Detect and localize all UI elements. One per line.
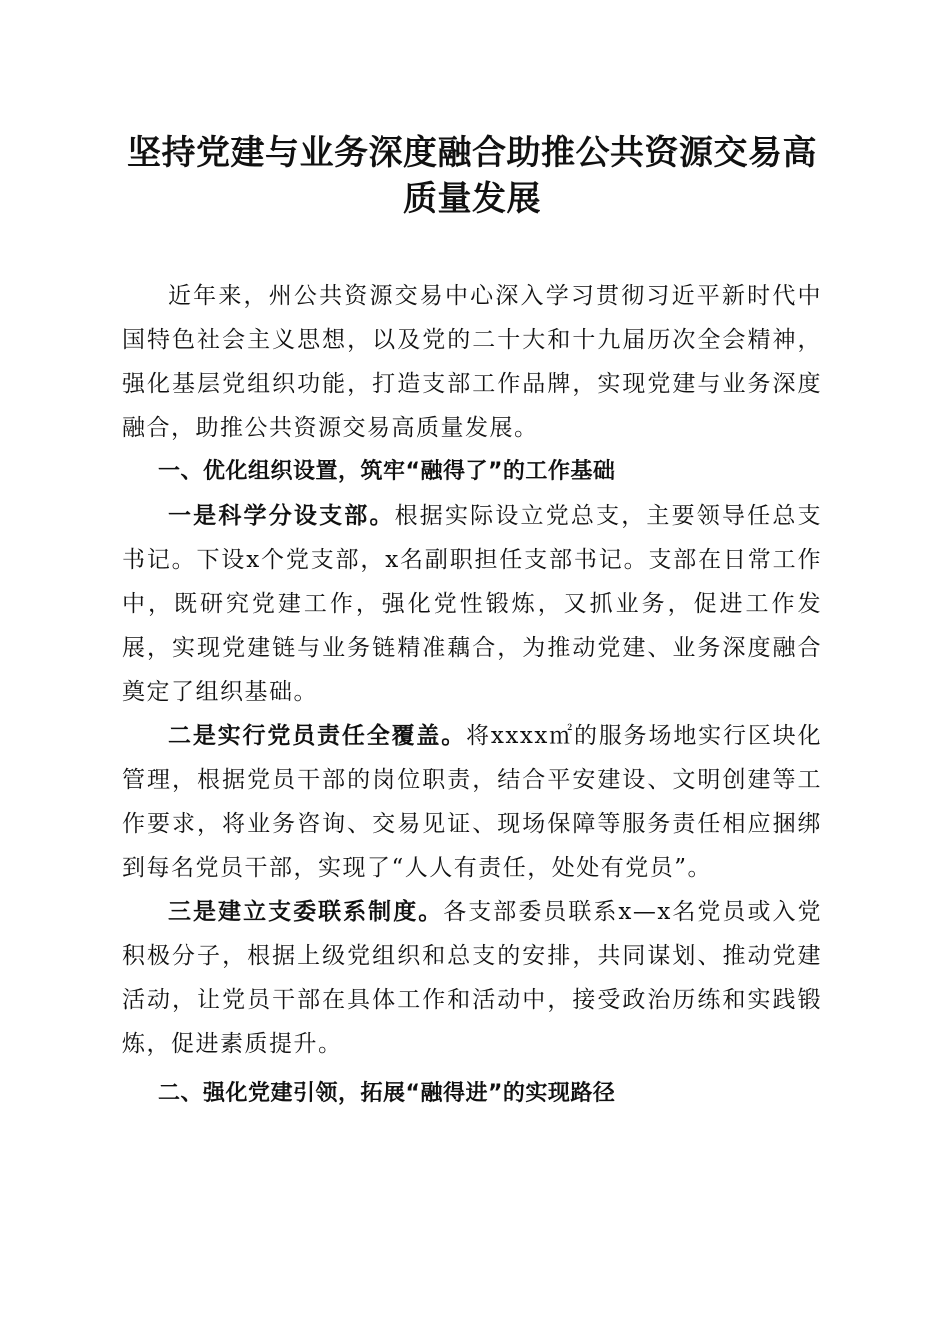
document-title — [122, 130, 822, 222]
section-1-item-2 — [122, 714, 822, 890]
item-3-text: 各支部委员联系x—x名党员或入党积极分子，根据上级党组织和总支的安排，共同谋划、推动党建活动，让党员干部在具体工作和活动中，接受政治历练和实践锻炼，促进素质提升。 — [122, 899, 823, 1057]
section-1-item-1 — [122, 494, 822, 714]
item-3-lead: 三是建立支委联系制度。 — [168, 898, 444, 925]
section-2-heading: 二、强化党建引领，拓展“融得进”的实现路径 — [158, 1081, 616, 1106]
item-1-lead: 一是科学分设支部。 — [168, 502, 395, 529]
title-line-2: 质量发展 — [403, 179, 541, 219]
title-line-1: 坚持党建与业务深度融合助推公共资源交易高 — [127, 133, 817, 173]
section-1-item-3 — [122, 890, 822, 1066]
section-1-heading: 一、优化组织设置，筑牢“融得了”的工作基础 — [158, 459, 616, 484]
intro-paragraph: 近年来，州公共资源交易中心深入学习贯彻习近平新时代中国特色社会主义思想，以及党的二十大和十九届历次全会精神，强化基层党组织功能，打造支部工作品牌，实现党建与业务深度融合，助推公共资源交易高质量发展。 — [122, 283, 822, 441]
item-2-lead: 二是实行党员责任全覆盖。 — [168, 722, 467, 749]
item-1-text: 根据实际设立党总支，主要领导任总支书记。下设x个党支部，x名副职担任支部书记。支部在日常工作中，既研究党建工作，强化党性锻炼，又抓业务，促进工作发展，实现党建链与业务链精准藕合，为推动党建、业务深度融合奠定了组织基础。 — [122, 503, 823, 705]
item-2-text: 将xxxx㎡的服务场地实行区块化管理，根据党员干部的岗位职责，结合平安建设、文明创建等工作要求，将业务咨询、交易见证、现场保障等服务责任相应捆绑到每名党员干部，实现了“人人有责任，处处有党员”。 — [122, 723, 823, 881]
